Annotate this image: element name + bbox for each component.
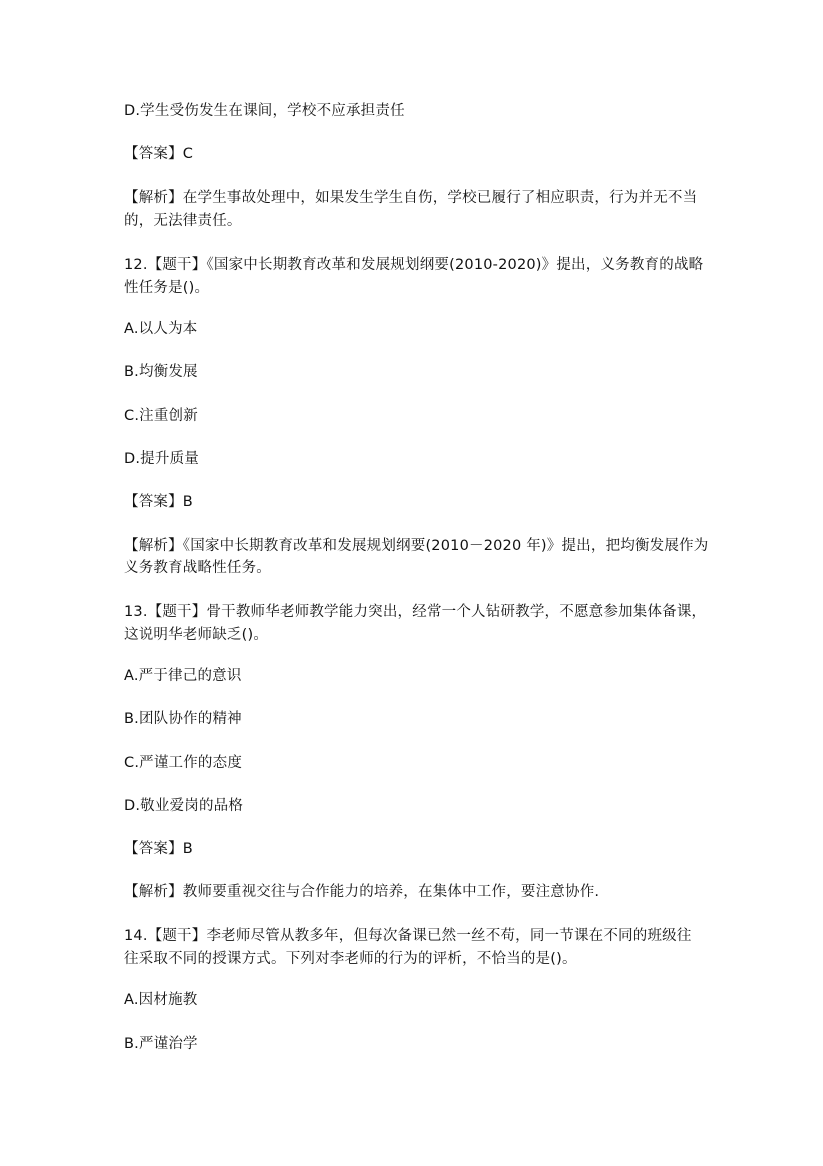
question-12-line2: 性任务是()。 bbox=[124, 280, 210, 296]
question-13-line1: 13.【题干】骨干教师华老师教学能力突出，经常一个人钻研教学，不愿意参加集体备课， bbox=[124, 604, 707, 620]
option-a-q12: A.以人为本 bbox=[124, 321, 198, 337]
option-c-q12: C.注重创新 bbox=[124, 408, 198, 424]
question-12-line1: 12.【题干】《国家中长期教育改革和发展规划纲要(2010-2020)》提出，义务教育的战略 bbox=[124, 257, 704, 273]
option-b-q12: B.均衡发展 bbox=[124, 364, 198, 380]
analysis-q13: 【解析】教师要重视交往与合作能力的培养，在集体中工作，要注意协作. bbox=[124, 884, 600, 900]
analysis-q12-line2: 义务教育战略性任务。 bbox=[124, 560, 271, 576]
analysis-q11-line1: 【解析】在学生事故处理中，如果发生学生自伤，学校已履行了相应职责，行为并无不当 bbox=[124, 190, 698, 206]
question-14-line2: 往采取不同的授课方式。下列对李老师的行为的评析，不恰当的是()。 bbox=[124, 951, 577, 967]
answer-q13: 【答案】B bbox=[124, 841, 193, 857]
question-13-line2: 这说明华老师缺乏()。 bbox=[124, 627, 269, 643]
option-d-q12: D.提升质量 bbox=[124, 451, 199, 467]
option-a-q13: A.严于律己的意识 bbox=[124, 668, 242, 684]
option-c-q13: C.严谨工作的态度 bbox=[124, 755, 243, 771]
option-b-q14: B.严谨治学 bbox=[124, 1036, 198, 1052]
question-14-line1: 14.【题干】李老师尽管从教多年，但每次备课已然一丝不苟，同一节课在不同的班级往 bbox=[124, 928, 692, 944]
option-d-q11: D.学生受伤发生在课间，学校不应承担责任 bbox=[124, 103, 405, 119]
analysis-q12-line1: 【解析】《国家中长期教育改革和发展规划纲要(2010－2020 年)》提出，把均衡发展作为 bbox=[124, 538, 709, 554]
option-d-q13: D.敬业爱岗的品格 bbox=[124, 798, 244, 814]
answer-q12: 【答案】B bbox=[124, 494, 193, 510]
option-a-q14: A.因材施教 bbox=[124, 992, 198, 1008]
option-b-q13: B.团队协作的精神 bbox=[124, 711, 242, 727]
answer-q11: 【答案】C bbox=[124, 146, 194, 162]
analysis-q11-line2: 的，无法律责任。 bbox=[124, 213, 242, 229]
